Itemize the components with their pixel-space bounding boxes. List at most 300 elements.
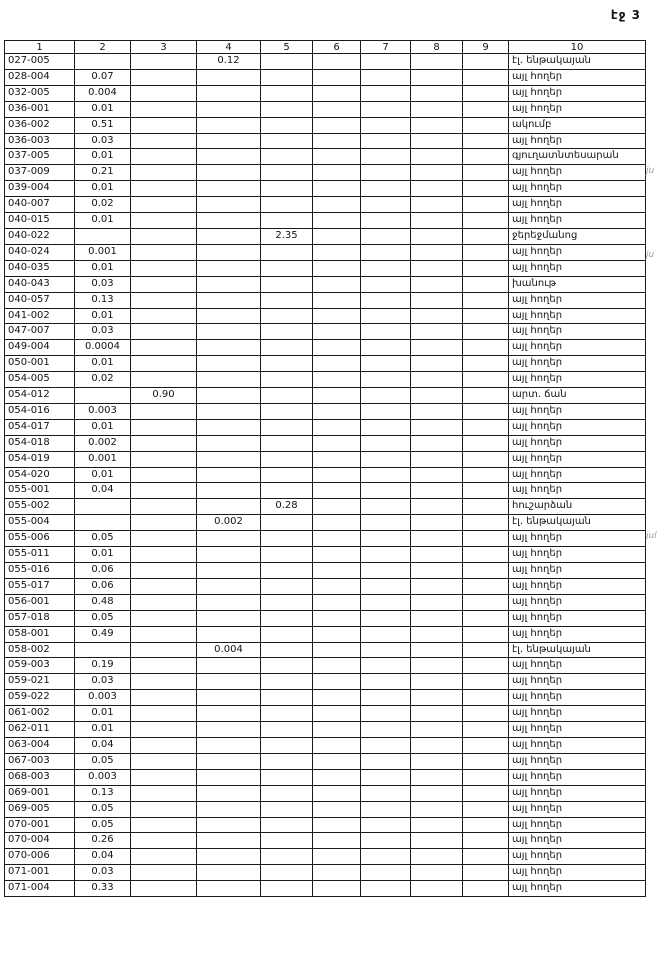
- value-cell: [131, 165, 197, 181]
- value-cell: [411, 101, 463, 117]
- value-cell: [261, 165, 313, 181]
- value-cell: 0.21: [75, 165, 131, 181]
- value-cell: [75, 388, 131, 404]
- value-cell: [411, 801, 463, 817]
- value-cell: [463, 276, 509, 292]
- table-row: [5, 69, 646, 85]
- value-cell: [313, 801, 361, 817]
- value-cell: 0.49: [75, 626, 131, 642]
- value-cell: [131, 515, 197, 531]
- value-cell: [463, 467, 509, 483]
- land-use-cell: այլ հողեր: [509, 85, 646, 101]
- value-cell: [131, 833, 197, 849]
- table-row: [5, 849, 646, 865]
- value-cell: [463, 308, 509, 324]
- parcel-code-cell: 055-004: [5, 515, 75, 531]
- value-cell: [313, 340, 361, 356]
- table-row: [5, 85, 646, 101]
- value-cell: [411, 610, 463, 626]
- value-cell: [463, 244, 509, 260]
- value-cell: [361, 849, 411, 865]
- value-cell: [361, 769, 411, 785]
- parcel-code-cell: 054-017: [5, 419, 75, 435]
- value-cell: [197, 372, 261, 388]
- parcel-code-cell: 071-001: [5, 865, 75, 881]
- value-cell: 0.06: [75, 578, 131, 594]
- value-cell: [463, 372, 509, 388]
- value-cell: 0.01: [75, 308, 131, 324]
- land-use-cell: այլ հողեր: [509, 817, 646, 833]
- value-cell: [197, 181, 261, 197]
- value-cell: 0.05: [75, 610, 131, 626]
- value-cell: [411, 435, 463, 451]
- value-cell: [463, 435, 509, 451]
- parcel-code-cell: 069-001: [5, 785, 75, 801]
- value-cell: [131, 244, 197, 260]
- table-row: [5, 117, 646, 133]
- value-cell: [411, 515, 463, 531]
- value-cell: [131, 101, 197, 117]
- value-cell: [411, 674, 463, 690]
- parcel-code-cell: 055-002: [5, 499, 75, 515]
- value-cell: [361, 642, 411, 658]
- value-cell: [463, 499, 509, 515]
- value-cell: [463, 658, 509, 674]
- land-use-cell: էլ. ենթակայան: [509, 54, 646, 70]
- value-cell: [361, 515, 411, 531]
- parcel-code-cell: 055-006: [5, 531, 75, 547]
- value-cell: [131, 658, 197, 674]
- value-cell: [313, 165, 361, 181]
- value-cell: [197, 785, 261, 801]
- value-cell: 0.01: [75, 547, 131, 563]
- value-cell: [197, 547, 261, 563]
- value-cell: [197, 213, 261, 229]
- value-cell: [313, 849, 361, 865]
- value-cell: [197, 578, 261, 594]
- value-cell: [131, 849, 197, 865]
- value-cell: 0.13: [75, 292, 131, 308]
- value-cell: 0.05: [75, 753, 131, 769]
- land-use-cell: այլ հողեր: [509, 451, 646, 467]
- value-cell: [313, 642, 361, 658]
- value-cell: [261, 419, 313, 435]
- value-cell: [361, 213, 411, 229]
- table-row: [5, 356, 646, 372]
- value-cell: [313, 467, 361, 483]
- value-cell: [131, 865, 197, 881]
- handwritten-marginal-mark: ju: [646, 166, 655, 176]
- value-cell: 0.51: [75, 117, 131, 133]
- table-row: [5, 563, 646, 579]
- value-cell: [463, 785, 509, 801]
- table-row: [5, 547, 646, 563]
- value-cell: [361, 276, 411, 292]
- value-cell: [411, 260, 463, 276]
- value-cell: 0.04: [75, 737, 131, 753]
- value-cell: [313, 133, 361, 149]
- value-cell: [131, 626, 197, 642]
- value-cell: [411, 324, 463, 340]
- land-use-cell: այլ հողեր: [509, 769, 646, 785]
- value-cell: [361, 403, 411, 419]
- value-cell: [131, 563, 197, 579]
- parcel-code-cell: 054-016: [5, 403, 75, 419]
- table-row: [5, 228, 646, 244]
- value-cell: [411, 244, 463, 260]
- value-cell: [361, 610, 411, 626]
- value-cell: [313, 833, 361, 849]
- land-use-cell: հուշարձան: [509, 499, 646, 515]
- value-cell: [261, 563, 313, 579]
- value-cell: [261, 85, 313, 101]
- value-cell: [261, 578, 313, 594]
- parcel-code-cell: 059-021: [5, 674, 75, 690]
- value-cell: [261, 594, 313, 610]
- value-cell: [313, 483, 361, 499]
- value-cell: [411, 865, 463, 881]
- parcel-code-cell: 054-020: [5, 467, 75, 483]
- value-cell: [463, 801, 509, 817]
- value-cell: [361, 260, 411, 276]
- parcel-code-cell: 056-001: [5, 594, 75, 610]
- value-cell: [313, 181, 361, 197]
- land-use-cell: այլ հողեր: [509, 181, 646, 197]
- value-cell: [313, 419, 361, 435]
- table-row: [5, 260, 646, 276]
- value-cell: [261, 292, 313, 308]
- table-row: [5, 149, 646, 165]
- value-cell: [411, 658, 463, 674]
- value-cell: [261, 626, 313, 642]
- value-cell: [261, 547, 313, 563]
- value-cell: 0.01: [75, 419, 131, 435]
- value-cell: [75, 228, 131, 244]
- value-cell: 0.003: [75, 769, 131, 785]
- value-cell: [197, 626, 261, 642]
- parcel-code-cell: 054-005: [5, 372, 75, 388]
- value-cell: 0.01: [75, 722, 131, 738]
- table-row: [5, 276, 646, 292]
- table-row: [5, 244, 646, 260]
- value-cell: [411, 547, 463, 563]
- land-use-cell: այլ հողեր: [509, 372, 646, 388]
- value-cell: [313, 324, 361, 340]
- value-cell: [463, 483, 509, 499]
- value-cell: [313, 769, 361, 785]
- value-cell: [197, 610, 261, 626]
- value-cell: [197, 881, 261, 897]
- value-cell: [411, 881, 463, 897]
- table-row: [5, 642, 646, 658]
- value-cell: 0.28: [261, 499, 313, 515]
- value-cell: [411, 849, 463, 865]
- value-cell: [131, 356, 197, 372]
- value-cell: [261, 181, 313, 197]
- table-row: [5, 292, 646, 308]
- value-cell: 2.35: [261, 228, 313, 244]
- value-cell: [197, 658, 261, 674]
- value-cell: [131, 451, 197, 467]
- value-cell: [463, 228, 509, 244]
- value-cell: 0.03: [75, 865, 131, 881]
- value-cell: [411, 403, 463, 419]
- value-cell: [261, 658, 313, 674]
- value-cell: [411, 117, 463, 133]
- value-cell: 0.01: [75, 356, 131, 372]
- column-header: 8: [411, 41, 463, 54]
- land-use-cell: այլ հողեր: [509, 563, 646, 579]
- value-cell: [411, 642, 463, 658]
- value-cell: [361, 467, 411, 483]
- parcel-code-cell: 040-024: [5, 244, 75, 260]
- table-row: [5, 515, 646, 531]
- table-row: [5, 181, 646, 197]
- value-cell: [261, 356, 313, 372]
- value-cell: [411, 753, 463, 769]
- value-cell: [197, 865, 261, 881]
- value-cell: 0.05: [75, 801, 131, 817]
- table-row: [5, 817, 646, 833]
- parcel-code-cell: 068-003: [5, 769, 75, 785]
- value-cell: [313, 213, 361, 229]
- land-use-cell: ջերեջմանոց: [509, 228, 646, 244]
- value-cell: [361, 197, 411, 213]
- value-cell: [313, 881, 361, 897]
- table-row: [5, 467, 646, 483]
- value-cell: [261, 101, 313, 117]
- value-cell: [463, 594, 509, 610]
- value-cell: 0.01: [75, 706, 131, 722]
- column-header: 5: [261, 41, 313, 54]
- value-cell: [131, 578, 197, 594]
- value-cell: [197, 737, 261, 753]
- value-cell: [131, 117, 197, 133]
- value-cell: 0.90: [131, 388, 197, 404]
- value-cell: 0.12: [197, 54, 261, 70]
- value-cell: [411, 276, 463, 292]
- value-cell: [411, 785, 463, 801]
- land-use-cell: այլ հողեր: [509, 881, 646, 897]
- value-cell: [411, 54, 463, 70]
- value-cell: [261, 737, 313, 753]
- value-cell: [361, 563, 411, 579]
- land-use-cell: այլ հողեր: [509, 547, 646, 563]
- parcel-code-cell: 061-002: [5, 706, 75, 722]
- value-cell: [197, 801, 261, 817]
- table-row: [5, 610, 646, 626]
- value-cell: [197, 706, 261, 722]
- value-cell: 0.01: [75, 181, 131, 197]
- value-cell: 0.19: [75, 658, 131, 674]
- value-cell: 0.06: [75, 563, 131, 579]
- value-cell: [197, 340, 261, 356]
- value-cell: [411, 388, 463, 404]
- value-cell: [463, 54, 509, 70]
- value-cell: 0.04: [75, 483, 131, 499]
- table-row: [5, 785, 646, 801]
- parcel-code-cell: 063-004: [5, 737, 75, 753]
- value-cell: [313, 610, 361, 626]
- value-cell: [131, 340, 197, 356]
- value-cell: 0.003: [75, 690, 131, 706]
- land-use-cell: այլ հողեր: [509, 435, 646, 451]
- value-cell: [75, 499, 131, 515]
- value-cell: [361, 85, 411, 101]
- value-cell: [197, 690, 261, 706]
- value-cell: [411, 578, 463, 594]
- parcel-code-cell: 040-022: [5, 228, 75, 244]
- value-cell: [261, 117, 313, 133]
- land-use-cell: այլ հողեր: [509, 356, 646, 372]
- land-use-cell: այլ հողեր: [509, 578, 646, 594]
- value-cell: 0.03: [75, 324, 131, 340]
- land-use-cell: էլ. ենթակայան: [509, 515, 646, 531]
- value-cell: [131, 54, 197, 70]
- table-row: [5, 403, 646, 419]
- value-cell: [197, 435, 261, 451]
- parcel-code-cell: 054-018: [5, 435, 75, 451]
- value-cell: [463, 563, 509, 579]
- value-cell: [313, 499, 361, 515]
- value-cell: [361, 54, 411, 70]
- column-header: 1: [5, 41, 75, 54]
- value-cell: [313, 356, 361, 372]
- value-cell: [261, 149, 313, 165]
- land-use-cell: այլ հողեր: [509, 165, 646, 181]
- value-cell: [361, 324, 411, 340]
- value-cell: [361, 722, 411, 738]
- column-header: 10: [509, 41, 646, 54]
- table-row: [5, 753, 646, 769]
- table-row: [5, 706, 646, 722]
- table-row: [5, 594, 646, 610]
- value-cell: [131, 801, 197, 817]
- value-cell: [131, 292, 197, 308]
- value-cell: [131, 372, 197, 388]
- land-use-cell: այլ հողեր: [509, 594, 646, 610]
- table-row: [5, 658, 646, 674]
- value-cell: [197, 117, 261, 133]
- value-cell: [463, 849, 509, 865]
- value-cell: [131, 706, 197, 722]
- parcel-code-cell: 037-009: [5, 165, 75, 181]
- table-row: [5, 213, 646, 229]
- value-cell: 0.01: [75, 101, 131, 117]
- value-cell: [313, 197, 361, 213]
- value-cell: [131, 467, 197, 483]
- table-row: [5, 801, 646, 817]
- value-cell: [131, 181, 197, 197]
- value-cell: [361, 531, 411, 547]
- value-cell: 0.01: [75, 467, 131, 483]
- value-cell: [261, 244, 313, 260]
- value-cell: [197, 753, 261, 769]
- land-use-cell: արտ. ճան: [509, 388, 646, 404]
- value-cell: [261, 642, 313, 658]
- value-cell: [463, 610, 509, 626]
- value-cell: [131, 435, 197, 451]
- value-cell: [261, 451, 313, 467]
- value-cell: [361, 881, 411, 897]
- page-number-label: էջ 3: [610, 8, 641, 22]
- value-cell: [361, 435, 411, 451]
- value-cell: [411, 483, 463, 499]
- value-cell: [313, 722, 361, 738]
- value-cell: [197, 69, 261, 85]
- value-cell: 0.003: [75, 403, 131, 419]
- value-cell: [411, 451, 463, 467]
- value-cell: 0.04: [75, 849, 131, 865]
- value-cell: [463, 578, 509, 594]
- value-cell: [463, 403, 509, 419]
- table-row: [5, 388, 646, 404]
- value-cell: [197, 531, 261, 547]
- value-cell: [411, 197, 463, 213]
- parcel-code-cell: 057-018: [5, 610, 75, 626]
- value-cell: [463, 292, 509, 308]
- table-header-row: [5, 41, 646, 54]
- parcel-code-cell: 040-035: [5, 260, 75, 276]
- value-cell: [131, 769, 197, 785]
- value-cell: [411, 626, 463, 642]
- parcel-code-cell: 040-015: [5, 213, 75, 229]
- parcel-code-cell: 036-001: [5, 101, 75, 117]
- land-use-cell: այլ հողեր: [509, 340, 646, 356]
- parcel-code-cell: 070-004: [5, 833, 75, 849]
- value-cell: [197, 388, 261, 404]
- value-cell: [197, 722, 261, 738]
- land-use-cell: այլ հողեր: [509, 419, 646, 435]
- land-use-cell: այլ հողեր: [509, 706, 646, 722]
- value-cell: [197, 101, 261, 117]
- value-cell: [463, 833, 509, 849]
- parcel-code-cell: 050-001: [5, 356, 75, 372]
- value-cell: 0.26: [75, 833, 131, 849]
- value-cell: [463, 642, 509, 658]
- land-use-cell: այլ հողեր: [509, 260, 646, 276]
- table-row: [5, 499, 646, 515]
- value-cell: 0.001: [75, 244, 131, 260]
- value-cell: [411, 149, 463, 165]
- value-cell: [411, 499, 463, 515]
- value-cell: [131, 276, 197, 292]
- value-cell: [313, 547, 361, 563]
- value-cell: [261, 849, 313, 865]
- value-cell: [261, 881, 313, 897]
- value-cell: [261, 817, 313, 833]
- value-cell: [463, 706, 509, 722]
- value-cell: [361, 594, 411, 610]
- value-cell: [261, 276, 313, 292]
- value-cell: [131, 674, 197, 690]
- parcel-code-cell: 071-004: [5, 881, 75, 897]
- parcel-code-cell: 055-001: [5, 483, 75, 499]
- value-cell: [411, 165, 463, 181]
- table-body: [5, 54, 646, 897]
- value-cell: 0.0004: [75, 340, 131, 356]
- value-cell: [463, 881, 509, 897]
- value-cell: [411, 292, 463, 308]
- value-cell: [261, 324, 313, 340]
- value-cell: [361, 149, 411, 165]
- value-cell: [361, 340, 411, 356]
- value-cell: [411, 340, 463, 356]
- land-use-cell: այլ հողեր: [509, 785, 646, 801]
- value-cell: [361, 483, 411, 499]
- parcel-code-cell: 041-002: [5, 308, 75, 324]
- value-cell: [313, 149, 361, 165]
